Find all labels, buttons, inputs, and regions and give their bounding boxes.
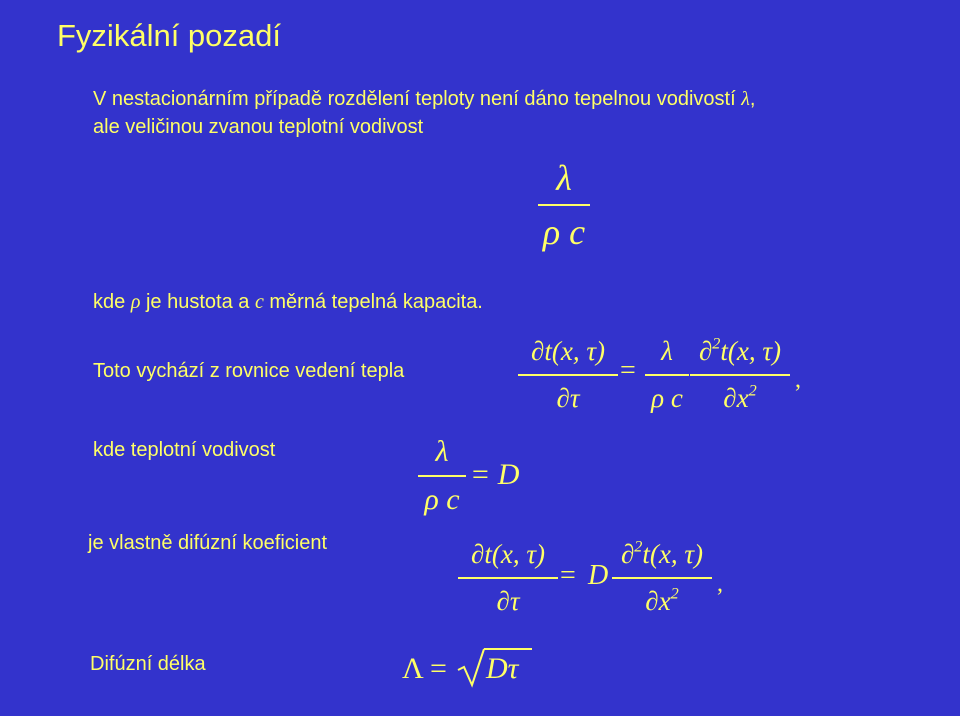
- intro-text: V nestacionárním případě rozdělení teploty není dáno tepelnou vodivostí: [93, 88, 742, 110]
- heat-eq-coef-denominator: ρ c: [651, 383, 683, 413]
- heat-equation-label: Toto vychází z rovnice vedení tepla: [93, 360, 405, 382]
- heat-eq-lhs-denominator: ∂τ: [556, 383, 580, 413]
- diffusion-eq-rhs-fraction: [612, 537, 712, 616]
- diffusivity-label: kde teplotní vodivost: [93, 439, 276, 461]
- diffusivity-fraction: [538, 160, 590, 250]
- diffusion-eq-lhs-numerator: ∂t(x, τ): [471, 539, 545, 569]
- diffusivity-D-numerator: λ: [435, 435, 449, 468]
- diffusion-eq-equals: =: [560, 560, 576, 591]
- diffusion-eq-lhs-denominator: ∂τ: [496, 586, 520, 616]
- heat-eq-lhs-numerator: ∂t(x, τ): [531, 336, 605, 366]
- heat-eq-rhs-numerator: ∂$^2$t(x, τ): [698, 334, 782, 366]
- heat-eq-lhs-fraction: [518, 338, 618, 412]
- heat-eq-rhs-fraction: [690, 334, 790, 413]
- heat-eq-rhs-denominator: $\partial x^2$: [723, 381, 757, 413]
- diffusion-eq-rhs-bar: [612, 577, 712, 579]
- slide-title: Fyzikální pozadí: [57, 18, 281, 53]
- heat-eq-comma: ,: [795, 367, 801, 393]
- diffusion-eq-lhs-bar: [458, 577, 558, 579]
- diffusion-eq-comma: ,: [717, 571, 723, 597]
- equals-D: = D: [470, 458, 520, 491]
- diffusion-eq-rhs-numerator: ∂$^2$t(x, τ): [620, 537, 704, 569]
- fraction-denominator: ρ c: [542, 212, 586, 252]
- diffusivity-D-fraction: [418, 437, 466, 515]
- c-symbol: c: [254, 291, 264, 313]
- diffusion-label: je vlastně difúzní koeficient: [88, 532, 328, 554]
- sqrt-sign-icon: [456, 646, 488, 688]
- rho-symbol: ρ: [130, 291, 141, 313]
- lambda-symbol: λ: [741, 88, 750, 110]
- heat-eq-equals: =: [620, 355, 636, 386]
- fraction-numerator: λ: [556, 158, 572, 198]
- sqrt-overline: [484, 648, 532, 650]
- intro-line-1: [93, 86, 755, 112]
- note-text-2: je hustota a: [140, 291, 255, 313]
- intro-line-2: ale veličinou zvanou teplotní vodivost: [93, 116, 424, 138]
- diffusion-length-equals: =: [430, 652, 447, 685]
- fraction-bar: [538, 204, 590, 206]
- heat-eq-lhs-bar: [518, 374, 618, 376]
- length-label: Difúzní délka: [90, 653, 206, 675]
- heat-eq-coef-fraction: [645, 338, 689, 412]
- heat-eq-coef-numerator: λ: [661, 336, 673, 366]
- diffusion-eq-D: D: [588, 560, 609, 591]
- heat-eq-rhs-bar: [690, 374, 790, 376]
- diffusivity-D-denominator: ρ c: [424, 483, 460, 516]
- heat-eq-coef-bar: [645, 374, 689, 376]
- diffusivity-D-bar: [418, 475, 466, 477]
- diffusion-length-Dtau: Dτ: [486, 652, 519, 685]
- note-text-1: kde: [93, 291, 131, 313]
- diffusion-eq-lhs-fraction: [458, 541, 558, 615]
- diffusion-length-Lambda: Λ: [402, 652, 424, 685]
- density-note: [93, 289, 483, 315]
- intro-comma: ,: [749, 88, 756, 110]
- diffusion-eq-rhs-denominator: $\partial x^2$: [645, 584, 679, 616]
- note-text-3: měrná tepelná kapacita.: [263, 291, 483, 313]
